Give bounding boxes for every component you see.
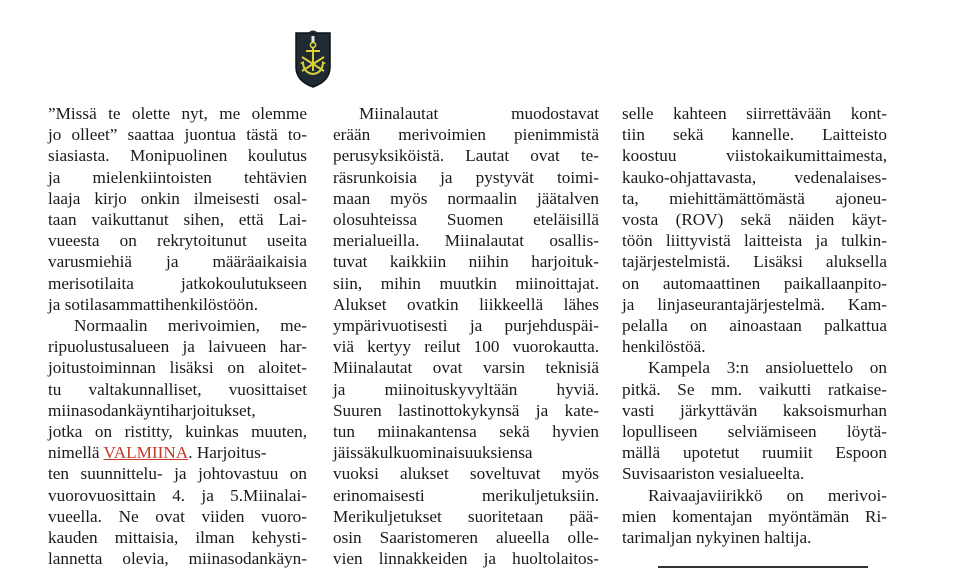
text-line: tiin sekä kannelle. Laitteisto (622, 125, 887, 145)
text-line: Merikuljetukset suoritetaan pää- (333, 506, 599, 526)
text-line: vuoksi alukset soveltuvat myös (333, 464, 599, 484)
text-line: Raivaajaviirikkö on merivoi- (648, 485, 887, 505)
text-line: erään merivoimien pienimmistä (333, 125, 599, 145)
text-line: Normaalin merivoimien, me- (74, 316, 307, 336)
text-fragment: . Harjoitus- (188, 443, 267, 463)
text-line (48, 442, 307, 463)
text-line: ripuolustusalueen ja laivueen har- (48, 337, 307, 357)
text-line: ja mielenkiintoisten tehtävien (48, 167, 307, 187)
text-line: on automaattinen paikallaanpito- (622, 273, 887, 293)
text-line: varusmiehiä ja määräaikaisia (48, 252, 307, 272)
column-end-rule (658, 566, 868, 568)
text-line: pelalla on ainoastaan palkattua (622, 316, 887, 336)
text-line: pitkä. Se mm. vaikutti ratkaise- (622, 379, 887, 399)
text-line: Kampela 3:n ansioluettelo on (648, 358, 887, 378)
text-line: merialueilla. Miinalautat osallis- (333, 231, 599, 251)
text-line: Miinalautat ovat varsin teknisiä (333, 358, 599, 378)
text-line: Suvisaariston vesialueelta. (622, 464, 805, 484)
text-line: koostuu viistokaikumittaimesta, (622, 146, 887, 166)
text-line: jo olleet” saattaa juontua tästä to- (48, 125, 307, 145)
text-line: ja linjaseurantajärjestelmä. Kam- (622, 294, 887, 314)
text-line: vuorovuosittain 4. ja 5.Miinalai- (48, 485, 307, 505)
text-line: vasti järkyttävän kaksoismurhan (622, 400, 887, 420)
text-line: tarimaljan nykyinen haltija. (622, 528, 812, 548)
text-line: mällä upotetut ruumiit Espoon (622, 443, 887, 463)
text-line: miinasodankäyntiharjoitukset, (48, 400, 256, 420)
text-line: merisotilaita jatkokoulutukseen (48, 273, 307, 293)
text-line: osin Saaristomeren alueella olle- (333, 528, 599, 548)
text-line: ja sotilasammattihenkilöstöön. (48, 294, 259, 314)
text-line: erinomaisesti merikuljetuksiin. (333, 485, 599, 505)
valmiina-link[interactable]: VALMIINA (103, 443, 189, 463)
text-line: Suuren lastinottokykynsä ja kate- (333, 400, 599, 420)
text-line: viä kertyy reilut 100 vuorokautta. (333, 337, 599, 357)
text-line: maan myös normaalin jäätalven (333, 188, 599, 208)
text-line: vueesta on rekrytoitunut useita (48, 231, 307, 251)
text-line: ta, miehittämättömästä ajoneu- (622, 188, 887, 208)
text-line: ten suunnittelu- ja johtovastuu on (48, 464, 307, 484)
text-line: siasiasta. Monipuolinen koulutus (48, 146, 307, 166)
text-line: henkilöstöä. (622, 337, 706, 357)
text-column-1 (48, 103, 307, 569)
text-line: selle kahteen siirrettävään kont- (622, 104, 887, 123)
text-line: lopulliseen selviämiseen löytä- (622, 422, 887, 442)
text-line: olosuhteissa Suomen eteläisillä (333, 210, 599, 230)
text-line: Alukset ovatkin liikkeellä lähes (333, 294, 599, 314)
text-line: taan vaikuttanut sihen, että Lai- (48, 210, 307, 230)
text-fragment: nimellä (48, 443, 104, 463)
text-column-3 (622, 103, 887, 548)
text-line: siin, mihin muutkin miinoittajat. (333, 273, 599, 293)
text-line: tun miinakantensa sekä hyvien (333, 422, 599, 442)
text-line: tajärjestelmistä. Lisäksi aluksella (622, 252, 887, 272)
text-line: jäissäkulkuominaisuuksiensa (333, 443, 533, 463)
text-line: tuvat kaikkiin niihin harjoituk- (333, 252, 599, 272)
text-line: räsrunkoisia ja pystyvät toimi- (333, 167, 599, 187)
text-line: joitustoiminnan lisäksi on aloitet- (48, 358, 307, 378)
text-line: vosta (ROV) sekä näiden käyt- (622, 210, 887, 230)
text-line: kauden mittaisia, ilman kehysti- (48, 528, 307, 548)
text-line: vien linnakkeiden ja huoltolaitos- (333, 549, 599, 569)
text-line: lannetta olevia, miinasodankäyn- (48, 549, 307, 569)
text-line: Miinalautat muodostavat (359, 104, 599, 123)
text-line: vueella. Ne ovat viiden vuoro- (48, 506, 307, 526)
text-line: ympärivuotisesti ja purjehduspäi- (333, 316, 599, 336)
navy-anchor-shield-icon (294, 27, 332, 89)
text-line: jotka on ristitty, kuinkas muuten, (48, 422, 307, 442)
text-line: ”Missä te olette nyt, me olemme (48, 104, 307, 123)
text-line: töön liittyvistä laitteista ja tulkin- (622, 231, 887, 251)
text-column-2 (333, 103, 599, 569)
text-line: ja miinoituskyvyltään hyviä. (333, 379, 599, 399)
text-line: tu valtakunnalliset, vuosittaiset (48, 379, 307, 399)
text-line: kauko-ohjattavasta, vedenalaises- (622, 167, 887, 187)
text-line: mien komentajan myöntämän Ri- (622, 506, 887, 526)
text-line: laaja kirjo onkin ilmeisesti osal- (48, 188, 307, 208)
text-line: perusyksiköistä. Lautat ovat te- (333, 146, 599, 166)
